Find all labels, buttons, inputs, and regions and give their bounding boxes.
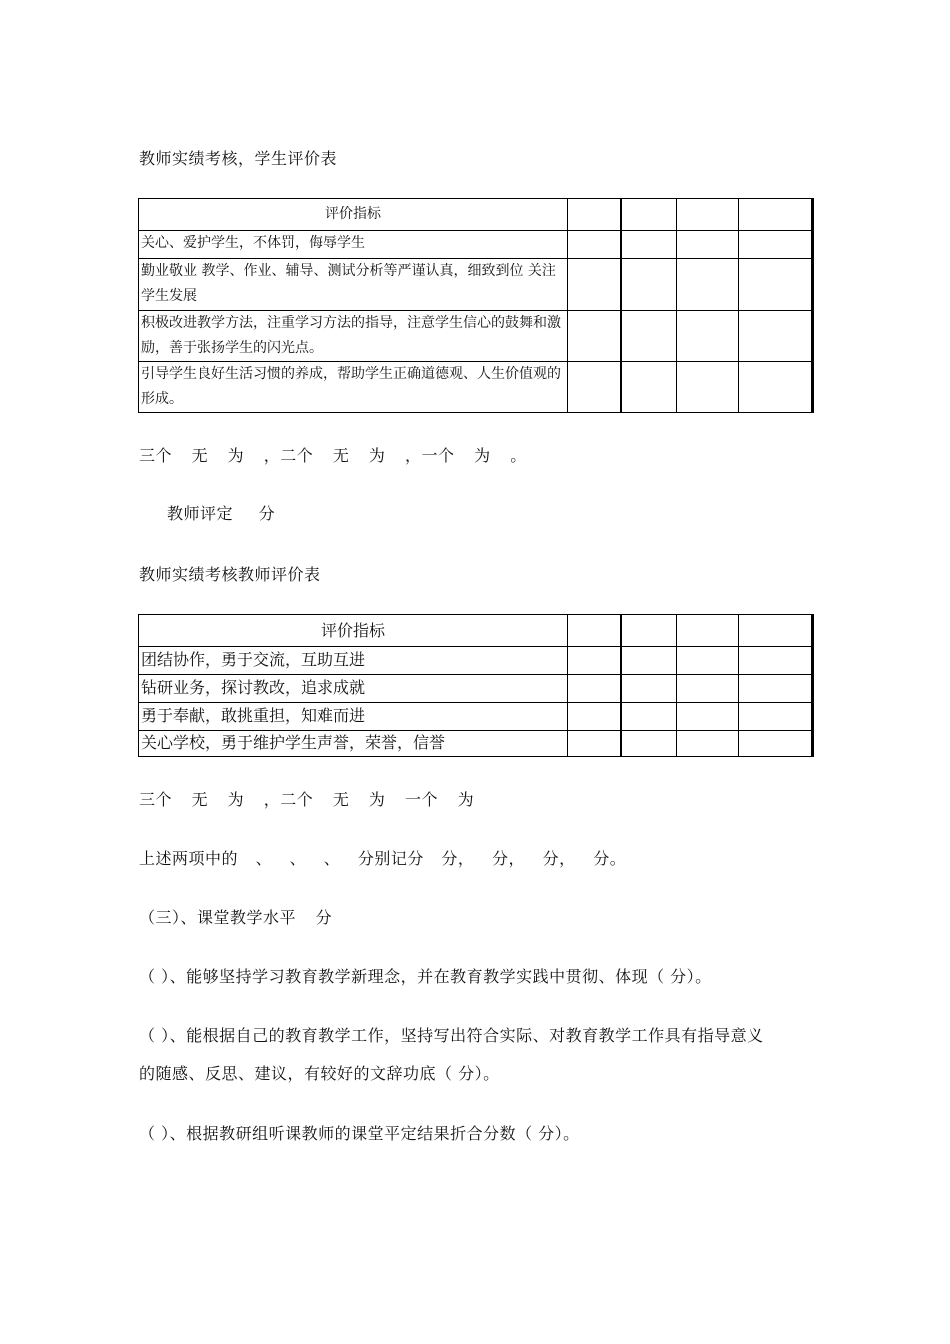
score-cell [739, 675, 813, 703]
score-cell [621, 362, 677, 413]
score-cell [621, 647, 677, 675]
score-cell [621, 615, 677, 647]
student-evaluation-table [138, 198, 814, 413]
score-cell [677, 362, 739, 413]
table-row [139, 675, 813, 703]
table-row [139, 311, 813, 362]
score-cell [677, 231, 739, 259]
criterion-paragraph: （ ）、能根据自己的教育教学工作，坚持写出符合实际、对教育教学工作具有指导意义 [139, 1026, 764, 1045]
score-cell [677, 259, 739, 311]
table-row [139, 259, 813, 311]
header-cell: 评价指标 [139, 199, 568, 231]
score-cell [739, 615, 813, 647]
score-cell [621, 199, 677, 231]
score-cell [568, 231, 621, 259]
score-cell [568, 259, 621, 311]
score-cell [621, 703, 677, 731]
score-cell [621, 231, 677, 259]
criterion-cell: 勤业敬业 教学、作业、辅导、测试分析等严谨认真，细致到位 关注学生发展 [139, 259, 568, 311]
table-row [139, 703, 813, 731]
table-row [139, 231, 813, 259]
section-heading: （三）、课堂教学水平 分 [139, 908, 333, 927]
score-cell [677, 311, 739, 362]
criterion-paragraph: （ ）、根据教研组听课教师的课堂平定结果折合分数（ 分）。 [139, 1124, 580, 1143]
score-cell [739, 647, 813, 675]
criterion-cell: 引导学生良好生活习惯的养成，帮助学生正确道德观、人生价值观的形成。 [139, 362, 568, 413]
criterion-paragraph-continued: 的随感、反思、建议，有较好的文辞功底（ 分）。 [139, 1064, 500, 1083]
table-header-row [139, 199, 813, 231]
score-cell [677, 675, 739, 703]
criterion-cell: 关心学校，勇于维护学生声誉，荣誉，信誉 [139, 731, 568, 757]
criterion-cell: 积极改进教学方法，注重学习方法的指导，注意学生信心的鼓舞和激励，善于张扬学生的闪光点。 [139, 311, 568, 362]
score-cell [677, 703, 739, 731]
criterion-paragraph: （ ）、能够坚持学习教育教学新理念，并在教育教学实践中贯彻、体现（ 分）。 [139, 967, 712, 986]
table-row [139, 647, 813, 675]
criterion-cell: 团结协作，勇于交流，互助互进 [139, 647, 568, 675]
score-cell [568, 647, 621, 675]
score-cell [739, 731, 813, 757]
criterion-cell: 勇于奉献，敢挑重担，知难而进 [139, 703, 568, 731]
score-cell [568, 199, 621, 231]
score-cell [568, 703, 621, 731]
score-cell [621, 259, 677, 311]
score-cell [568, 675, 621, 703]
score-cell [568, 731, 621, 757]
score-cell [677, 647, 739, 675]
header-cell: 评价指标 [139, 615, 568, 647]
score-cell [739, 703, 813, 731]
score-cell [568, 362, 621, 413]
table1-title: 教师实绩考核，学生评价表 [139, 149, 338, 168]
table2-title: 教师实绩考核教师评价表 [139, 565, 321, 584]
score-cell [621, 731, 677, 757]
score-cell [621, 675, 677, 703]
criterion-cell: 关心、爱护学生，不体罚，侮辱学生 [139, 231, 568, 259]
table-row [139, 362, 813, 413]
score-cell [568, 311, 621, 362]
score-allocation-paragraph: 上述两项中的 、 、 、 分别记分 分， 分， 分， 分。 [139, 849, 627, 868]
teacher-score-line: 教师评定 分 [167, 504, 276, 523]
score-cell [677, 731, 739, 757]
table-row [139, 731, 813, 757]
score-cell [677, 615, 739, 647]
criterion-cell: 钻研业务，探讨教改，追求成就 [139, 675, 568, 703]
score-cell [677, 199, 739, 231]
score-cell [739, 231, 813, 259]
table1-note: 三个 无 为 ，二个 无 为 ，一个 为 。 [139, 446, 527, 465]
table2-note: 三个 无 为 ，二个 无 为 一个 为 [139, 790, 475, 809]
score-cell [568, 615, 621, 647]
teacher-evaluation-table [138, 614, 814, 757]
score-cell [739, 311, 813, 362]
table-header-row [139, 615, 813, 647]
score-cell [739, 362, 813, 413]
score-cell [621, 311, 677, 362]
score-cell [739, 259, 813, 311]
score-cell [739, 199, 813, 231]
